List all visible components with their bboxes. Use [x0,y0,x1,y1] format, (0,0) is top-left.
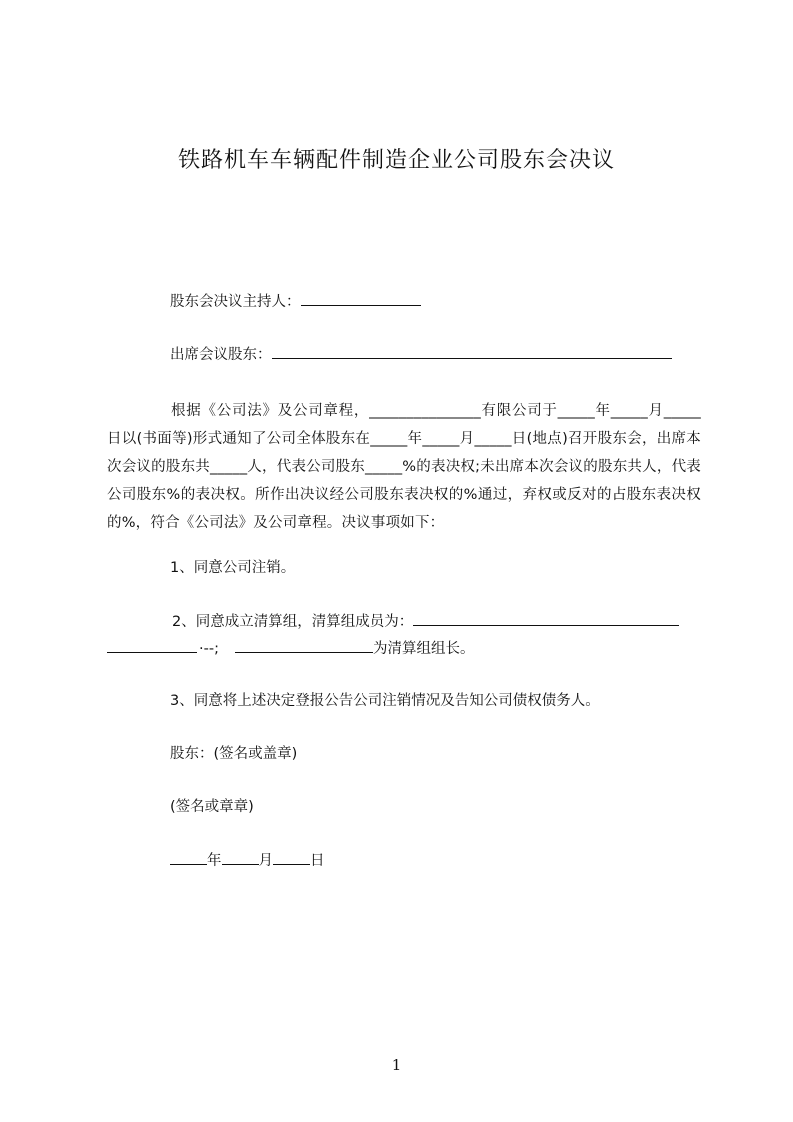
signature-stamp-note: (签名或章章) [170,799,254,815]
month-blank [222,850,259,865]
resolution-item-1: 1、同意公司注销。 [170,560,296,576]
document-title: 铁路机车车辆配件制造企业公司股东会决议 [177,148,615,173]
item2-prefix: 2、同意成立清算组，清算组成员为： [172,614,414,630]
signature-date [170,850,325,871]
year-label: 年 [207,853,222,869]
liquidation-members-blank-1 [413,611,679,626]
leader-blank [235,638,373,653]
resolution-item-2-line1 [172,611,679,632]
day-label: 日 [310,853,325,869]
liquidation-members-blank-2 [107,638,197,653]
day-blank [273,850,310,865]
item2-suffix: 为清算组组长。 [372,641,475,657]
page-number: 1 [391,1056,402,1074]
attendees-line [170,344,672,365]
body-paragraph: 根据《公司法》及公司章程，_______________有限公司于_____年_____月_____日以(书面等)形式通知了公司全体股东在_____年_____月_____日(地点)召开股东会，出席本次会议的股东共_____人，代表公司股东_____%的表决权;未出席本次会议的股东共人，代表公司股东%的表决权。所作出决议经公司股东表决权的%通过，弃权或反对的占股东表决权的%，符合《公司法》及公司章程。决议事项如下： [107,403,702,531]
host-label: 股东会决议主持人： [170,294,301,310]
month-label: 月 [258,853,273,869]
item2-mid: ·--; [199,641,219,657]
resolution-item-3: 3、同意将上述决定登报公告公司注销情况及告知公司债权债务人。 [170,693,600,709]
host-blank [301,291,421,306]
resolution-item-2-line2 [107,638,474,659]
attendees-label: 出席会议股东： [170,347,272,363]
host-line [170,291,421,312]
year-blank [170,850,207,865]
shareholders-signature: 股东：(签名或盖章) [170,746,298,762]
attendees-blank [272,344,672,359]
